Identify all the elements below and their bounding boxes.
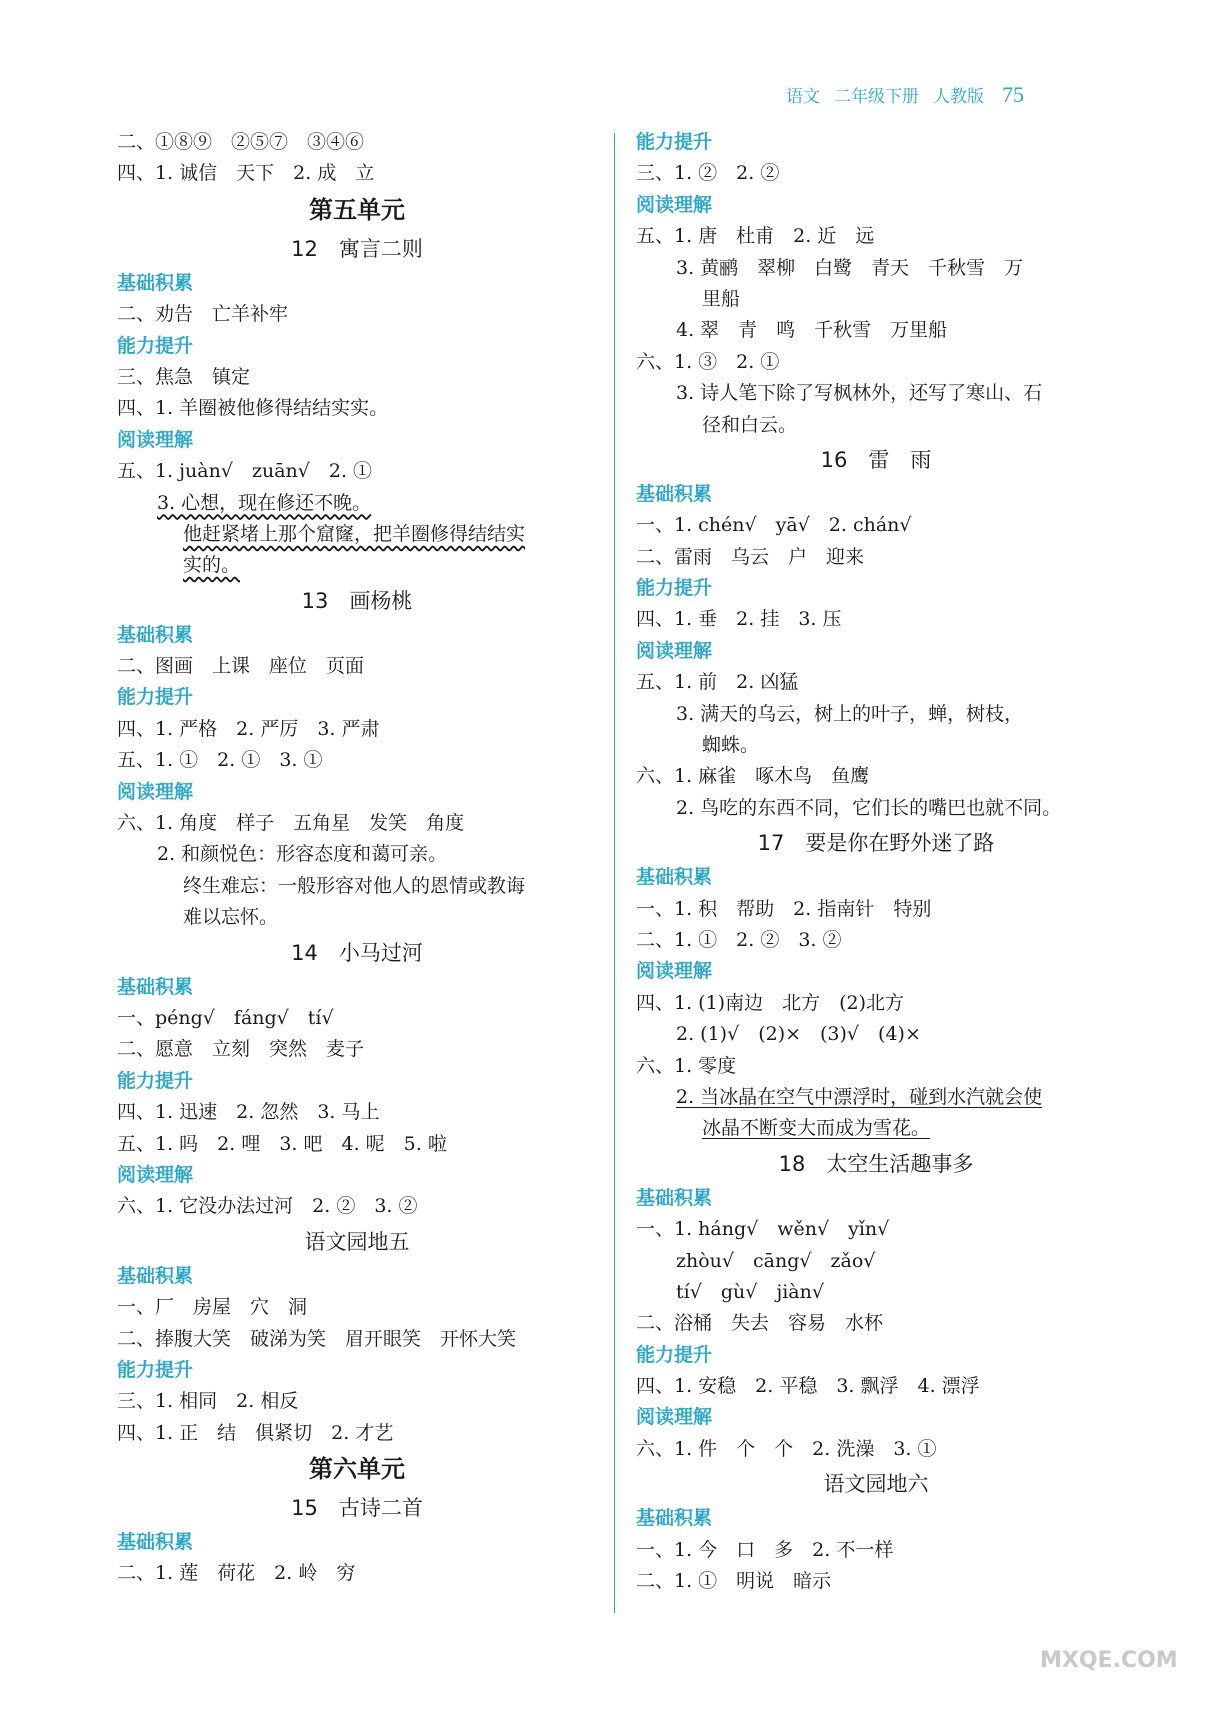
answer-line: 二、浴桶 失去 容易 水杯 (636, 1312, 884, 1335)
answer-line: 二、劝告 亡羊补牢 (117, 303, 289, 326)
marked-text: 实的。 (183, 554, 241, 577)
section-heading: 阅读理解 (636, 960, 713, 983)
marked-text: 2. 当冰晶在空气中漂浮时，碰到水汽就会使 (676, 1085, 1043, 1108)
answer-line: 四、1. 羊圈被他修得结结实实。 (117, 397, 389, 420)
unit-title: 第五单元 (309, 195, 405, 224)
answer-line: 一、péng√ fáng√ tí√ (117, 1006, 334, 1029)
section-heading: 阅读理解 (117, 428, 194, 451)
answer-line: 四、1. 垂 2. 挂 3. 压 (636, 608, 842, 631)
subject-label: 语文 (786, 87, 820, 107)
answer-line: 六、1. ③ 2. ① (636, 350, 780, 373)
answer-line: 二、1. 莲 荷花 2. 岭 穷 (117, 1562, 356, 1585)
answer-line: 一、1. chén√ yā√ 2. chán√ (636, 514, 912, 537)
answer-line: 五、1. ① 2. ① 3. ① (117, 749, 323, 772)
answer-line: 一、厂 房屋 穴 洞 (117, 1296, 308, 1319)
answer-line: 三、焦急 镇定 (117, 365, 251, 388)
answer-line: 五、1. 前 2. 凶猛 (636, 671, 799, 694)
answer-line: 五、1. 唐 杜甫 2. 近 远 (636, 225, 875, 248)
section-heading: 阅读理解 (636, 639, 713, 662)
answer-line: 里船 (702, 287, 741, 310)
marked-text: 他赶紧堵上那个窟窿，把羊圈修得结结实 (183, 522, 526, 545)
answer-line: 四、1. 迅速 2. 忽然 3. 马上 (117, 1101, 380, 1124)
lesson-title: 14 小马过河 (291, 940, 423, 965)
answer-line: 六、1. 件 个 个 2. 洗澡 3. ① (636, 1437, 937, 1460)
section-heading: 能力提升 (636, 131, 713, 153)
answer-line: 难以忘怀。 (183, 906, 279, 929)
answer-line (117, 488, 597, 519)
answer-line: 六、1. 零度 (636, 1054, 737, 1077)
answer-line: 2. 鸟吃的东西不同，它们长的嘴巴也就不同。 (676, 796, 1062, 819)
page-number: 75 (1002, 82, 1024, 107)
edition-label: 人教版 (933, 87, 984, 107)
answer-line: 二、图画 上课 座位 页面 (117, 655, 365, 678)
column-divider (614, 133, 615, 1613)
answer-line (636, 1082, 1116, 1113)
answer-line: 三、1. ② 2. ② (636, 162, 780, 185)
marked-text: 3. 心想，现在修还不晚。 (157, 491, 372, 514)
unit-title: 第六单元 (309, 1455, 405, 1484)
answer-line: 终生难忘：一般形容对他人的恩情或教诲 (183, 874, 526, 897)
section-heading: 基础积累 (636, 1186, 713, 1209)
answer-line: 四、1. 正 结 俱紧切 2. 才艺 (117, 1421, 394, 1444)
answer-line: 四、1. 严格 2. 严厉 3. 严肃 (117, 717, 380, 740)
answer-line: 二、雷雨 乌云 户 迎来 (636, 545, 865, 568)
section-heading: 基础积累 (636, 482, 713, 505)
answer-line: 三、1. 相同 2. 相反 (117, 1390, 299, 1413)
answer-line: 径和白云。 (702, 413, 798, 436)
grade-label: 二年级下册 (834, 87, 919, 107)
section-heading: 能力提升 (117, 1069, 194, 1092)
answer-line: 2. 和颜悦色：形容态度和蔼可亲。 (157, 843, 448, 866)
lesson-title: 12 寓言二则 (291, 236, 423, 261)
answer-line: tí√ gù√ jiàn√ (676, 1280, 824, 1303)
section-heading: 基础积累 (636, 866, 713, 889)
section-heading: 能力提升 (117, 1358, 194, 1381)
answer-line: 五、1. juàn√ zuān√ 2. ① (117, 460, 373, 483)
section-heading: 阅读理解 (117, 780, 194, 803)
answer-line: 一、1. 积 帮助 2. 指南针 特别 (636, 897, 932, 920)
lesson-title: 17 要是你在野外迷了路 (757, 831, 995, 856)
left-column (117, 127, 597, 1590)
answer-line: 六、1. 角度 样子 五角星 发笑 角度 (117, 812, 465, 835)
answer-line: 四、1. (1)南边 北方 (2)北方 (636, 991, 904, 1014)
answer-line: 蜘蛛。 (702, 734, 760, 757)
section-heading: 能力提升 (117, 334, 194, 357)
answer-line: 六、1. 它没办法过河 2. ② 3. ② (117, 1195, 418, 1218)
section-heading: 基础积累 (117, 1531, 194, 1554)
answer-line: 二、1. ① 明说 暗示 (636, 1570, 832, 1593)
section-heading: 基础积累 (117, 975, 194, 998)
answer-line: 2. (1)√ (2)× (3)√ (4)× (676, 1023, 921, 1046)
section-heading: 阅读理解 (636, 1406, 713, 1429)
section-heading: 基础积累 (117, 271, 194, 294)
answer-line: 3. 诗人笔下除了写枫林外，还写了寒山、石 (676, 382, 1043, 405)
lesson-title: 18 太空生活趣事多 (778, 1151, 974, 1176)
section-heading: 基础积累 (636, 1507, 713, 1530)
section-heading: 阅读理解 (117, 1163, 194, 1186)
lesson-title: 语文园地六 (823, 1472, 929, 1497)
lesson-title: 16 雷 雨 (820, 447, 932, 472)
section-heading: 能力提升 (636, 577, 713, 600)
section-heading: 能力提升 (636, 1343, 713, 1366)
answer-line: 4. 翠 青 鸣 千秋雪 万里船 (676, 319, 948, 342)
answer-line: 二、捧腹大笑 破涕为笑 眉开眼笑 开怀大笑 (117, 1327, 517, 1350)
answer-line (636, 1113, 1116, 1144)
lesson-title: 语文园地五 (304, 1229, 410, 1254)
marked-text: 冰晶不断变大而成为雪花。 (702, 1117, 931, 1140)
answer-line: zhòu√ cāng√ zǎo√ (676, 1249, 876, 1272)
answer-line: 六、1. 麻雀 啄木鸟 鱼鹰 (636, 765, 870, 788)
section-heading: 基础积累 (117, 1264, 194, 1287)
answer-line: 3. 黄鹂 翠柳 白鹭 青天 千秋雪 万 (676, 256, 1024, 279)
answer-line: 一、1. 今 口 多 2. 不一样 (636, 1538, 894, 1561)
answer-line (117, 550, 597, 581)
answer-line: 四、1. 安稳 2. 平稳 3. 飘浮 4. 漂浮 (636, 1375, 980, 1398)
answer-line: 五、1. 吗 2. 哩 3. 吧 4. 呢 5. 啦 (117, 1132, 447, 1155)
section-heading: 能力提升 (117, 686, 194, 709)
right-column (636, 127, 1116, 1597)
watermark: MXQE.COM (1040, 1648, 1178, 1673)
answer-line: 一、1. háng√ wěn√ yǐn√ (636, 1218, 890, 1241)
answer-line: 3. 满天的乌云，树上的叶子，蝉，树枝， (676, 702, 1024, 725)
page-header (786, 82, 1024, 108)
answer-line: 二、愿意 立刻 突然 麦子 (117, 1038, 365, 1061)
answer-line: 四、1. 诚信 天下 2. 成 立 (117, 162, 375, 185)
answer-line: 二、1. ① 2. ② 3. ② (636, 928, 842, 951)
section-heading: 阅读理解 (636, 193, 713, 216)
section-heading: 基础积累 (117, 623, 194, 646)
answer-line: 二、①⑧⑨ ②⑤⑦ ③④⑥ (117, 131, 365, 153)
lesson-title: 15 古诗二首 (291, 1496, 423, 1521)
lesson-title: 13 画杨桃 (301, 588, 413, 613)
answer-line (117, 519, 597, 550)
